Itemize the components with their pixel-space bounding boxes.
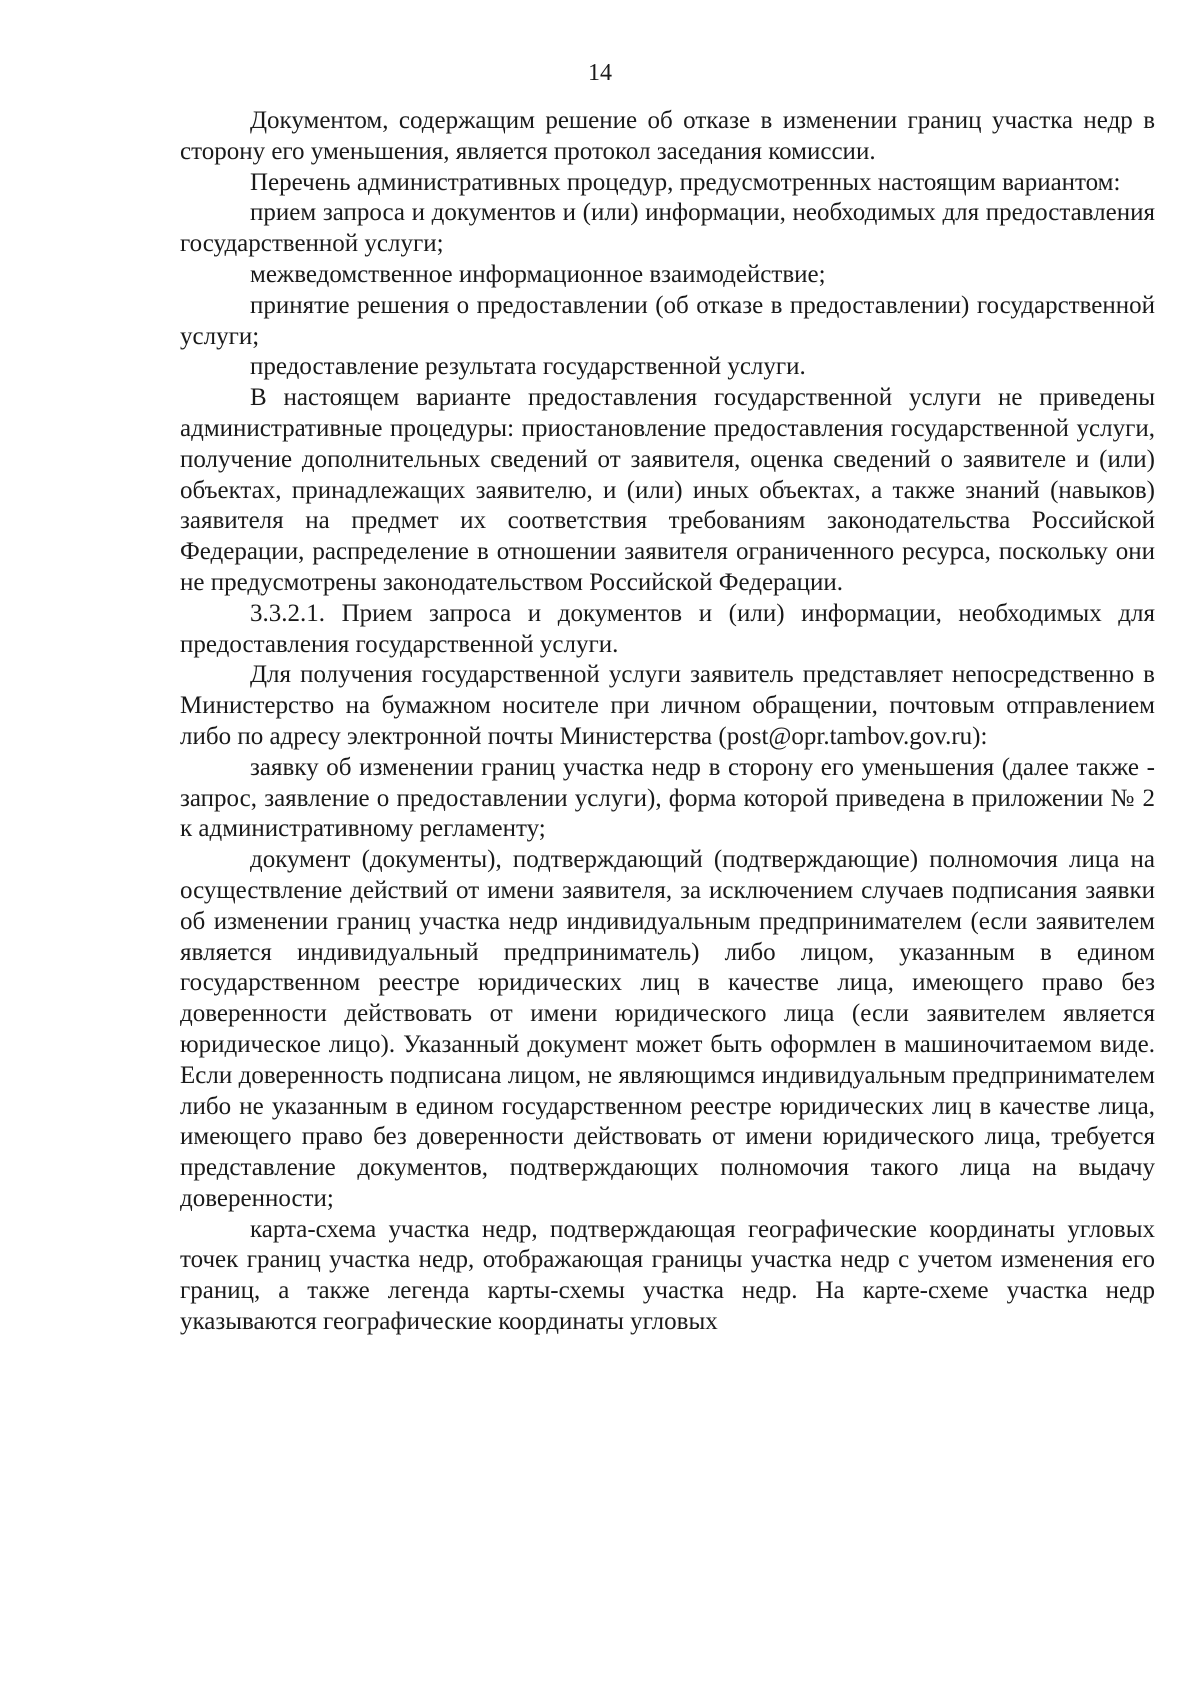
paragraph-submission-methods: Для получения государственной услуги заявитель представляет непосредственно в Министерство на бумажном носителе при личном обращении, почтовым отправлением либо по адресу электронной почты Министерства (post@opr.tambov.gov.ru):: [180, 661, 1155, 750]
paragraph-refusal-document: Документом, содержащим решение об отказе в изменении границ участка недр в сторону его уменьшения, является протокол заседания комиссии.: [180, 107, 1155, 165]
page-number: 14: [588, 60, 612, 86]
section-heading-3-3-2-1: 3.3.2.1. Прием запроса и документов и (или) информации, необходимых для предоставления государственной услуги.: [180, 599, 1155, 658]
paragraph-map-scheme-item: карта-схема участка недр, подтверждающая географические координаты угловых точек границ участка недр, отображающая границы участка недр с учетом изменения его границ, а также легенда карты-схемы участка недр. На карте-схеме участка недр указываются географические координаты угловых: [180, 1215, 1155, 1336]
paragraph-authority-document-item: документ (документы), подтверждающий (подтверждающие) полномочия лица на осуществление действий от имени заявителя, за исключением случаев подписания заявки об изменении границ участка недр индивидуальным предпринимателем (если заявителем является индивидуальный предприниматель) либо лицом, указанным в едином государственном реестре юридических лиц в качестве лица, имеющего право без доверенности действовать от имени юридического лица (если заявителем является юридическое лицо). Указанный документ может быть оформлен в машиночитаемом виде. Если доверенность подписана лицом, не являющимся индивидуальным предпринимателем либо не указанным в едином государственном реестре юридических лиц в качестве лица, имеющего право без доверенности действовать от имени юридического лица, требуется представление документов, подтверждающих полномочия такого лица на выдачу доверенности;: [180, 846, 1155, 1212]
paragraph-procedure-item: межведомственное информационное взаимодействие;: [250, 260, 826, 288]
paragraph-procedure-item: принятие решения о предоставлении (об отказе в предоставлении) государственной услуги;: [180, 291, 1155, 350]
paragraph-procedure-item: прием запроса и документов и (или) информации, необходимых для предоставления государственной услуги;: [180, 199, 1155, 258]
document-body: [180, 106, 1155, 1338]
paragraph-procedure-item: предоставление результата государственной услуги.: [250, 353, 806, 381]
paragraph-excluded-procedures: В настоящем варианте предоставления государственной услуги не приведены административные процедуры: приостановление предоставления государственной услуги, получение дополнительных сведений от заявителя, оценка сведений о заявителе и (или) объектах, принадлежащих заявителю, и (или) иных объектах, а также знаний (навыков) заявителя на предмет их соответствия требованиям законодательства Российской Федерации, распределение в отношении заявителя ограниченного ресурса, поскольку они не предусмотрены законодательством Российской Федерации.: [180, 384, 1155, 596]
paragraph-procedures-list-intro: Перечень административных процедур, предусмотренных настоящим вариантом:: [250, 168, 1121, 196]
paragraph-application-item: заявку об изменении границ участка недр в сторону его уменьшения (далее также - запрос, заявление о предоставлении услуги), форма которой приведена в приложении № 2 к административному регламенту;: [180, 753, 1155, 843]
